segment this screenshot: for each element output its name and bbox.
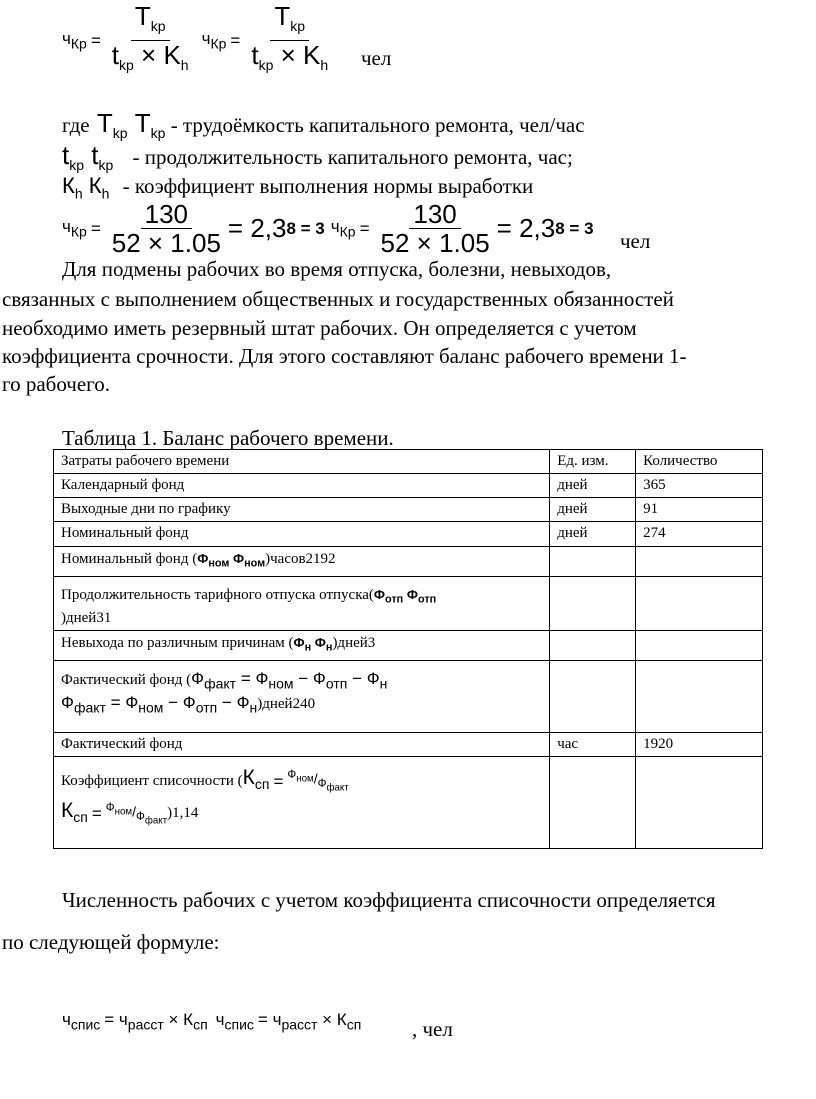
formula-unit: чел <box>361 46 392 70</box>
formula3-unit: , чел <box>412 1017 453 1041</box>
paragraph-line-1: Для подмены рабочих во время отпуска, болезни, невыходов, <box>62 257 612 281</box>
formula-crew-calc: $ч_{Кр}$ = $\frac{130}{52 \times 1.05}$ = 2,3 8 = 3 $ч_{Кр}$ = $\frac{130}{52 \times 1.05}$ = 2,3 8 = 3 <box>62 199 594 258</box>
row-value: 1920 <box>636 732 763 756</box>
equals-sign: = <box>230 30 241 50</box>
equals-sign: = <box>90 30 101 50</box>
table-row <box>54 522 763 547</box>
formula-fraction: $\frac{Т_{kp}}{t_{kp} \times K_h}$ <box>111 1 189 74</box>
table-row-absence: Невыхода по различным причинам ($Ф_н$ $Ф_н)дней3$ <box>54 631 763 661</box>
header-unit: Ед. изм. <box>550 450 636 474</box>
paragraph-line-5: го рабочего. <box>2 372 111 396</box>
definition-labor: где $Т_{kp}$ $Т_{kp}$ - трудоёмкость капитального ремонта, чел/час <box>62 108 585 142</box>
header-cost: Затраты рабочего времени <box>54 450 550 474</box>
row-value: 274 <box>636 522 763 547</box>
formula-lhs-repeat: $ч_{Кр}$ <box>201 29 227 52</box>
table-row <box>54 498 763 522</box>
definition-duration: $t_{kp}$ $t_{kp}$ - продолжительность капитального ремонта, час; <box>62 140 573 174</box>
row-unit: час <box>550 732 636 756</box>
calc-fraction: $\frac{130}{52 \times 1.05}$ <box>111 199 221 258</box>
formula-list-count: $ч_{спис}$ = $ч_{расст} \times К_{сп}$ $ч_{спис}$ = $ч_{расст} \times К_{сп}$ <box>62 1010 362 1033</box>
row-name: Номинальный фонд <box>54 522 550 547</box>
table-header-row <box>54 450 763 474</box>
work-time-balance-table <box>53 449 763 849</box>
conclusion-line-2: по следующей формуле: <box>2 930 220 954</box>
row-unit: дней <box>550 498 636 522</box>
table-row-nominal-hours: Номинальный фонд ($Ф_{ном}$ $Ф_{ном})часов2192$ <box>54 547 763 577</box>
row-name: Календарный фонд <box>54 474 550 498</box>
table-row-actual: Фактический фонд ($Ф_{факт} = Ф_{ном} - Ф_{отп} - Ф_н$ $Ф_{факт} = Ф_{ном} - Ф_{отп}$ − $Ф_н)дней240$ <box>54 660 763 732</box>
row-name: Фактический фонд <box>54 732 550 756</box>
row-value: 91 <box>636 498 763 522</box>
calc-unit: чел <box>620 229 651 253</box>
definition-coefficient: $К_h$ $К_h$ - коэффициент выполнения нормы выработки <box>62 173 534 202</box>
paragraph-line-3: необходимо иметь резервный штат рабочих. Он определяется с учетом <box>2 316 637 340</box>
formula-crew-size <box>62 2 335 79</box>
table-caption: Таблица 1. Баланс рабочего времени. <box>62 426 394 450</box>
conclusion-line-1: Численность рабочих с учетом коэффициента списочности определяется <box>62 888 716 912</box>
row-value: 365 <box>636 474 763 498</box>
header-quantity: Количество <box>636 450 763 474</box>
table-row <box>54 732 763 756</box>
paragraph-line-4: коэффициента срочности. Для этого составляют баланс рабочего времени 1- <box>2 344 687 368</box>
calc-fraction-repeat: $\frac{130}{52 \times 1.05}$ <box>380 199 490 258</box>
row-name: Выходные дни по графику <box>54 498 550 522</box>
paragraph-line-2: связанных с выполнением общественных и государственных обязанностей <box>2 287 674 311</box>
row-unit: дней <box>550 522 636 547</box>
table-row <box>54 474 763 498</box>
row-unit: дней <box>550 474 636 498</box>
formula-fraction-repeat: $\frac{Т_{kp}}{t_{kp} \times K_h}$ <box>251 1 329 74</box>
formula-lhs: $ч_{Кр}$ <box>62 29 87 52</box>
table-row-vacation: Продолжительность тарифного отпуска $отпуска(Ф_{отп}$ $Ф_{отп}$ )дней31 <box>54 576 763 631</box>
table-row-coefficient: Коэффициент списочности ( $К_{сп}$ = $^{Ф_{ном}}/_{Ф_{факт}}$ $К_{сп}$ = $^{Ф_{ном}}/_{Ф_{факт}}$ )1,14 <box>54 756 763 848</box>
